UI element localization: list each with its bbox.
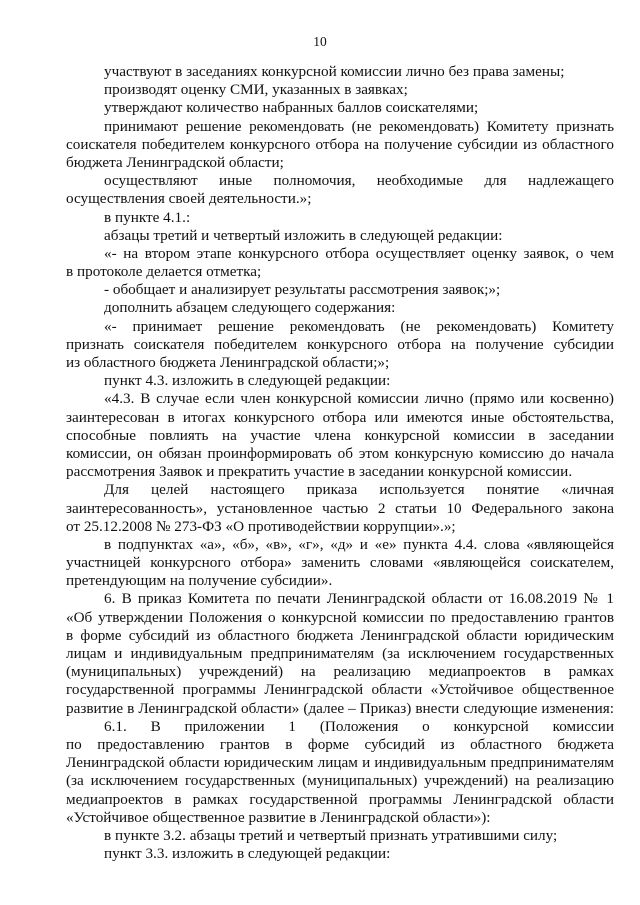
text-line: развитие в Ленинградской области» (далее – Приказ) внести следующие изменения: bbox=[66, 699, 614, 717]
text-line: (муниципальных) учреждений) на реализацию медиапроектов в рамках bbox=[66, 663, 614, 681]
text-line: в форме субсидий из областного бюджета Ленинградской области юридическим bbox=[66, 626, 614, 644]
text-line: в подпунктах «а», «б», «в», «г», «д» и «е» пункта 4.4. слова «являющейся bbox=[104, 535, 614, 553]
text-line: «- на втором этапе конкурсного отбора осуществляет оценку заявок, о чем bbox=[104, 244, 614, 262]
text-line: Для целей настоящего приказа используется понятие «личная bbox=[104, 481, 614, 499]
text-line: способные повлиять на участие члена конкурсной комиссии в заседании bbox=[66, 426, 614, 444]
text-line: (за исключением государственных (муниципальных) учреждений) на реализацию bbox=[66, 772, 614, 790]
text-line: дополнить абзацем следующего содержания: bbox=[104, 299, 396, 317]
text-line: в пункте 3.2. абзацы третий и четвертый признать утратившими силу; bbox=[104, 826, 558, 844]
text-line: «Устойчивое общественное развитие в Ленинградской области»): bbox=[66, 808, 491, 826]
text-line: рассмотрения Заявок и прекратить участие в заседании конкурсной комиссии. bbox=[66, 463, 573, 481]
text-line: признать соискателя победителем конкурсного отбора на получение субсидии bbox=[66, 335, 614, 353]
text-line: комиссии, он обязан проинформировать об этом конкурсную комиссию до начала bbox=[66, 444, 614, 462]
text-line: 6.1. В приложении 1 (Положения о конкурсной комиссии bbox=[104, 717, 614, 735]
text-line: претендующим на получение субсидии». bbox=[66, 572, 333, 590]
text-line: участвуют в заседаниях конкурсной комиссии лично без права замены; bbox=[104, 63, 565, 80]
text-line: «Об утверждении Положения о конкурсной комиссии по предоставлению грантов bbox=[66, 608, 614, 626]
text-line: заинтересованность», установленное частью 2 статьи 10 Федерального закона bbox=[66, 499, 614, 517]
text-line: из областного бюджета Ленинградской области;»; bbox=[66, 354, 390, 371]
text-line: производят оценку СМИ, указанных в заявках; bbox=[104, 81, 408, 99]
text-line: лицам и индивидуальным предпринимателям (за исключением государственных bbox=[66, 645, 614, 662]
text-line: государственной программы Ленинградской области «Устойчивое общественное bbox=[66, 681, 614, 699]
document-body bbox=[66, 63, 614, 863]
text-line: 6. В приказ Комитета по печати Ленинградской области от 16.08.2019 № 1 bbox=[104, 590, 614, 608]
text-line: участницей конкурсного отбора» заменить словами «являющейся соискателем, bbox=[66, 554, 614, 572]
text-line: медиапроектов в рамках государственной программы Ленинградской области bbox=[66, 790, 614, 808]
text-line: «- принимает решение рекомендовать (не рекомендовать) Комитету bbox=[104, 317, 614, 335]
text-line: пункт 3.3. изложить в следующей редакции: bbox=[104, 845, 391, 863]
text-line: осуществления своей деятельности.»; bbox=[66, 190, 312, 208]
text-line: в протоколе делается отметка; bbox=[66, 263, 262, 281]
text-line: соискателя победителем конкурсного отбора на получение субсидии из областного bbox=[66, 135, 614, 153]
text-line: Ленинградской области юридическим лицам и индивидуальным предпринимателям bbox=[66, 754, 614, 772]
text-line: бюджета Ленинградской области; bbox=[66, 153, 284, 171]
text-line: заинтересован в итогах конкурсного отбора или имеются иные обстоятельства, bbox=[66, 408, 614, 426]
text-line: осуществляют иные полномочия, необходимые для надлежащего bbox=[104, 172, 614, 190]
text-line: пункт 4.3. изложить в следующей редакции: bbox=[104, 372, 391, 390]
text-line: - обобщает и анализирует результаты рассмотрения заявок;»; bbox=[104, 281, 501, 299]
text-line: абзацы третий и четвертый изложить в следующей редакции: bbox=[104, 226, 503, 244]
text-line: от 25.12.2008 № 273-ФЗ «О противодействии коррупции».»; bbox=[66, 517, 456, 535]
page-number: 10 bbox=[313, 34, 327, 49]
text-line: принимают решение рекомендовать (не рекомендовать) Комитету признать bbox=[104, 117, 614, 135]
text-line: по предоставлению грантов в форме субсидий из областного бюджета bbox=[66, 735, 614, 753]
text-line: «4.3. В случае если член конкурсной комиссии лично (прямо или косвенно) bbox=[104, 390, 614, 408]
text-line: утверждают количество набранных баллов соискателями; bbox=[104, 99, 479, 117]
text-line: в пункте 4.1.: bbox=[104, 208, 191, 226]
